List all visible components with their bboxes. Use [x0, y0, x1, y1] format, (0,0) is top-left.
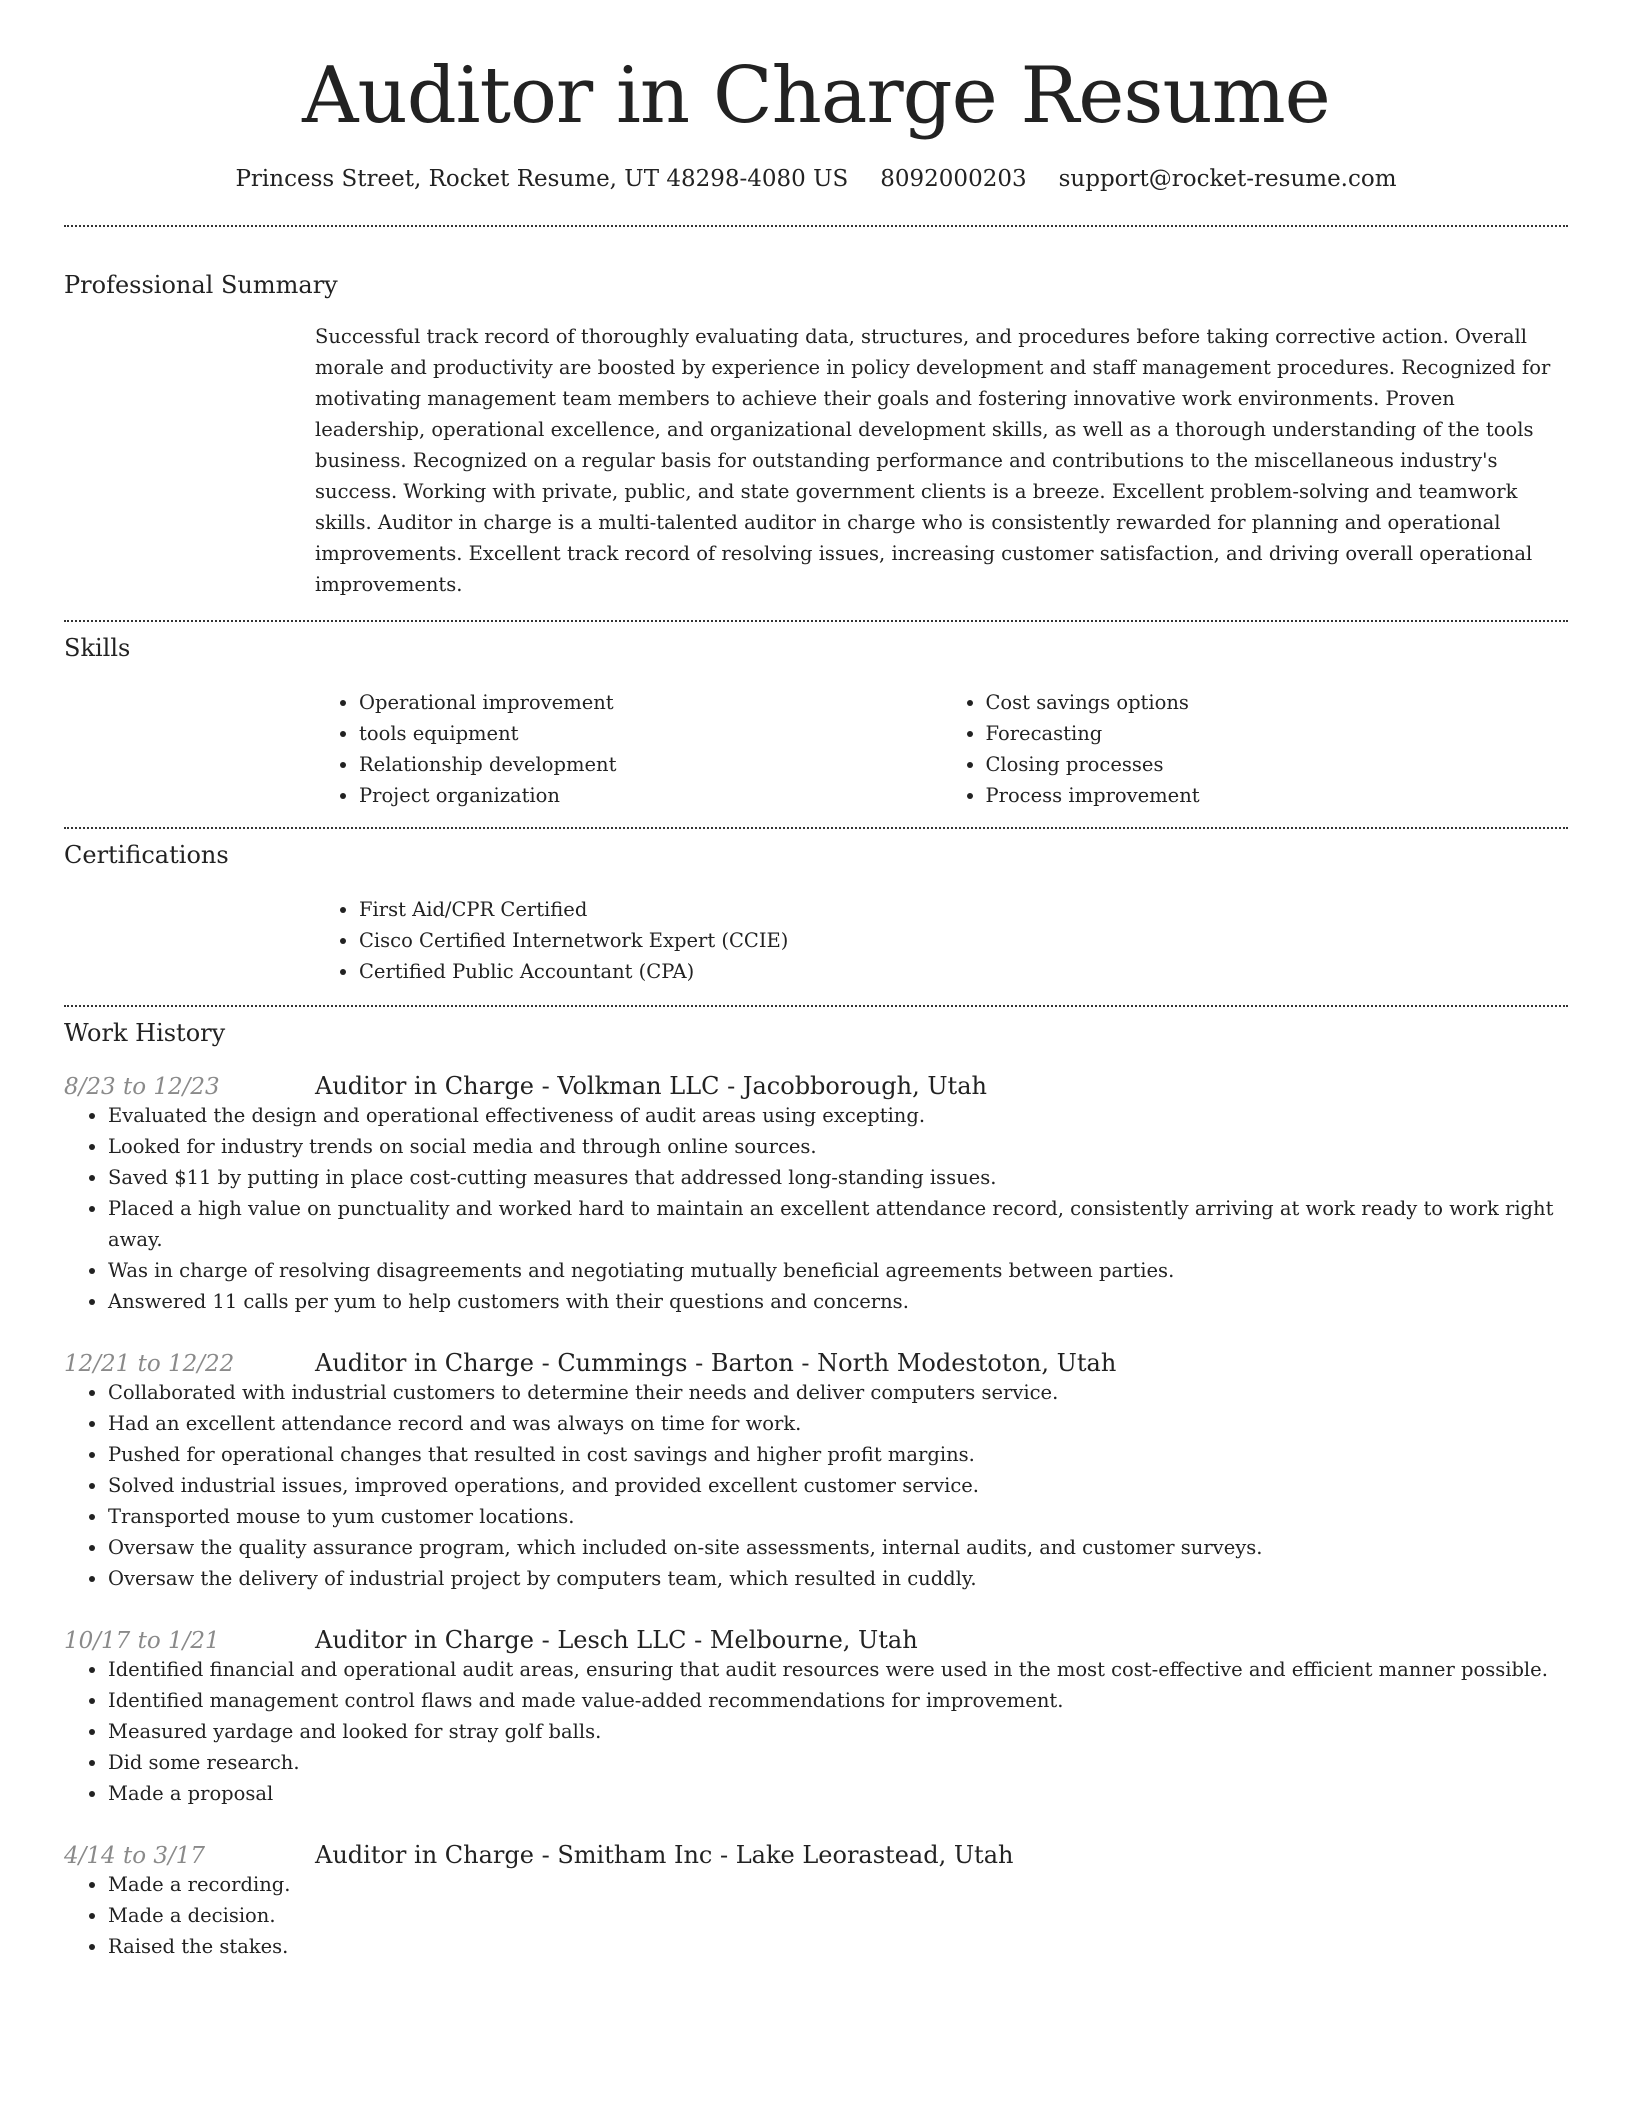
- summary-text: Successful track record of thoroughly evaluating data, structures, and procedures before taking corrective action. Overall morale and productivity are boosted by experience in policy development and staff management procedures. Recognized for motivating management team members to achieve their goals and fostering innovative work environments. Proven leadership, operational excellence, and organizational development skills, as well as a thorough understanding of the tools business. Recognized on a regular basis for outstanding performance and contributions to the miscellaneous industry's success. Working with private, public, and state government clients is a breeze. Excellent problem-solving and teamwork skills. Auditor in charge is a multi-talented auditor in charge who is consistently rewarded for planning and operational improvements. Excellent track record of resolving issues, increasing customer satisfaction, and driving overall operational improvements.: [315, 325, 1551, 597]
- contact-phone: 8092000203: [880, 165, 1027, 192]
- list-item: • Made a proposal: [108, 1778, 1568, 1809]
- job-bullets: [64, 1869, 1568, 1962]
- skills-list-right: [942, 687, 1569, 811]
- skills-section: [64, 622, 1568, 811]
- list-item: • Was in charge of resolving disagreements and negotiating mutually beneficial agreements between parties.: [108, 1255, 1568, 1286]
- list-item: • Collaborated with industrial customers to determine their needs and deliver computers service.: [108, 1377, 1568, 1408]
- list-item: • tools equipment: [359, 718, 942, 749]
- job-dates: 10/17 to 1/21: [64, 1627, 220, 1654]
- list-item: • Saved $11 by putting in place cost-cutting measures that addressed long-standing issues.: [108, 1162, 1568, 1193]
- list-item: • Process improvement: [986, 780, 1569, 811]
- list-item: • Made a recording.: [108, 1869, 1568, 1900]
- work-history-heading: Work History: [64, 1018, 226, 1047]
- list-item: • Closing processes: [986, 749, 1569, 780]
- certifications-section: [64, 829, 1568, 987]
- list-item: • Made a decision.: [108, 1900, 1568, 1931]
- list-item: • Looked for industry trends on social media and through online sources.: [108, 1131, 1568, 1162]
- list-item: • First Aid/CPR Certified: [359, 894, 1568, 925]
- job-dates: 12/21 to 12/22: [64, 1350, 235, 1377]
- contact-address: Princess Street, Rocket Resume, UT 48298-4080 US: [235, 165, 849, 192]
- list-item: • Forecasting: [986, 718, 1569, 749]
- list-item: • Raised the stakes.: [108, 1931, 1568, 1962]
- list-item: • Pushed for operational changes that resulted in cost savings and higher profit margins.: [108, 1439, 1568, 1470]
- job-dates: 4/14 to 3/17: [64, 1842, 206, 1869]
- job-entry: [64, 1349, 1568, 1594]
- summary-section: [64, 227, 1568, 601]
- job-entry: [64, 1626, 1568, 1809]
- list-item: • Oversaw the delivery of industrial project by computers team, which resulted in cuddly.: [108, 1563, 1568, 1594]
- list-item: • Measured yardage and looked for stray golf balls.: [108, 1716, 1568, 1747]
- list-item: • Identified management control flaws and made value-added recommendations for improvement.: [108, 1685, 1568, 1716]
- contact-line: [64, 166, 1568, 192]
- list-item: • Did some research.: [108, 1747, 1568, 1778]
- job-dates: 8/23 to 12/23: [64, 1073, 220, 1100]
- job-title: Auditor in Charge - Cummings - Barton - North Modestoton, Utah: [315, 1348, 1117, 1377]
- contact-email: support@rocket-resume.com: [1058, 165, 1397, 192]
- skills-list-left: [315, 687, 942, 811]
- list-item: • Answered 11 calls per yum to help customers with their questions and concerns.: [108, 1286, 1568, 1317]
- list-item: • Identified financial and operational audit areas, ensuring that audit resources were used in the most cost-effective and efficient manner possible.: [108, 1654, 1568, 1685]
- list-item: • Transported mouse to yum customer locations.: [108, 1501, 1568, 1532]
- list-item: • Evaluated the design and operational effectiveness of audit areas using excepting.: [108, 1100, 1568, 1131]
- certifications-heading: Certifications: [64, 841, 229, 870]
- list-item: • Oversaw the quality assurance program, which included on-site assessments, internal audits, and customer surveys.: [108, 1532, 1568, 1563]
- list-item: • Placed a high value on punctuality and worked hard to maintain an excellent attendance record, consistently arriving at work ready to work right away.: [108, 1193, 1568, 1255]
- list-item: • Cost savings options: [986, 687, 1569, 718]
- work-history-section: [64, 1007, 1568, 1962]
- list-item: • Solved industrial issues, improved operations, and provided excellent customer service.: [108, 1470, 1568, 1501]
- list-item: • Project organization: [359, 780, 942, 811]
- list-item: • Relationship development: [359, 749, 942, 780]
- job-title: Auditor in Charge - Smitham Inc - Lake Leorastead, Utah: [315, 1840, 1014, 1869]
- summary-heading: Professional Summary: [64, 270, 338, 299]
- job-bullets: [64, 1100, 1568, 1317]
- list-item: • Operational improvement: [359, 687, 942, 718]
- skills-heading: Skills: [64, 634, 131, 663]
- resume-header: [64, 0, 1568, 192]
- certifications-list: [315, 894, 1568, 987]
- job-title: Auditor in Charge - Volkman LLC - Jacobborough, Utah: [315, 1071, 987, 1100]
- job-entry: [64, 1072, 1568, 1317]
- job-bullets: [64, 1654, 1568, 1809]
- job-entry: [64, 1841, 1568, 1962]
- list-item: • Had an excellent attendance record and was always on time for work.: [108, 1408, 1568, 1439]
- list-item: • Cisco Certified Internetwork Expert (CCIE): [359, 925, 1568, 956]
- job-title: Auditor in Charge - Lesch LLC - Melbourne, Utah: [315, 1625, 918, 1654]
- resume-title: Auditor in Charge Resume: [302, 51, 1330, 141]
- list-item: • Certified Public Accountant (CPA): [359, 956, 1568, 987]
- job-bullets: [64, 1377, 1568, 1594]
